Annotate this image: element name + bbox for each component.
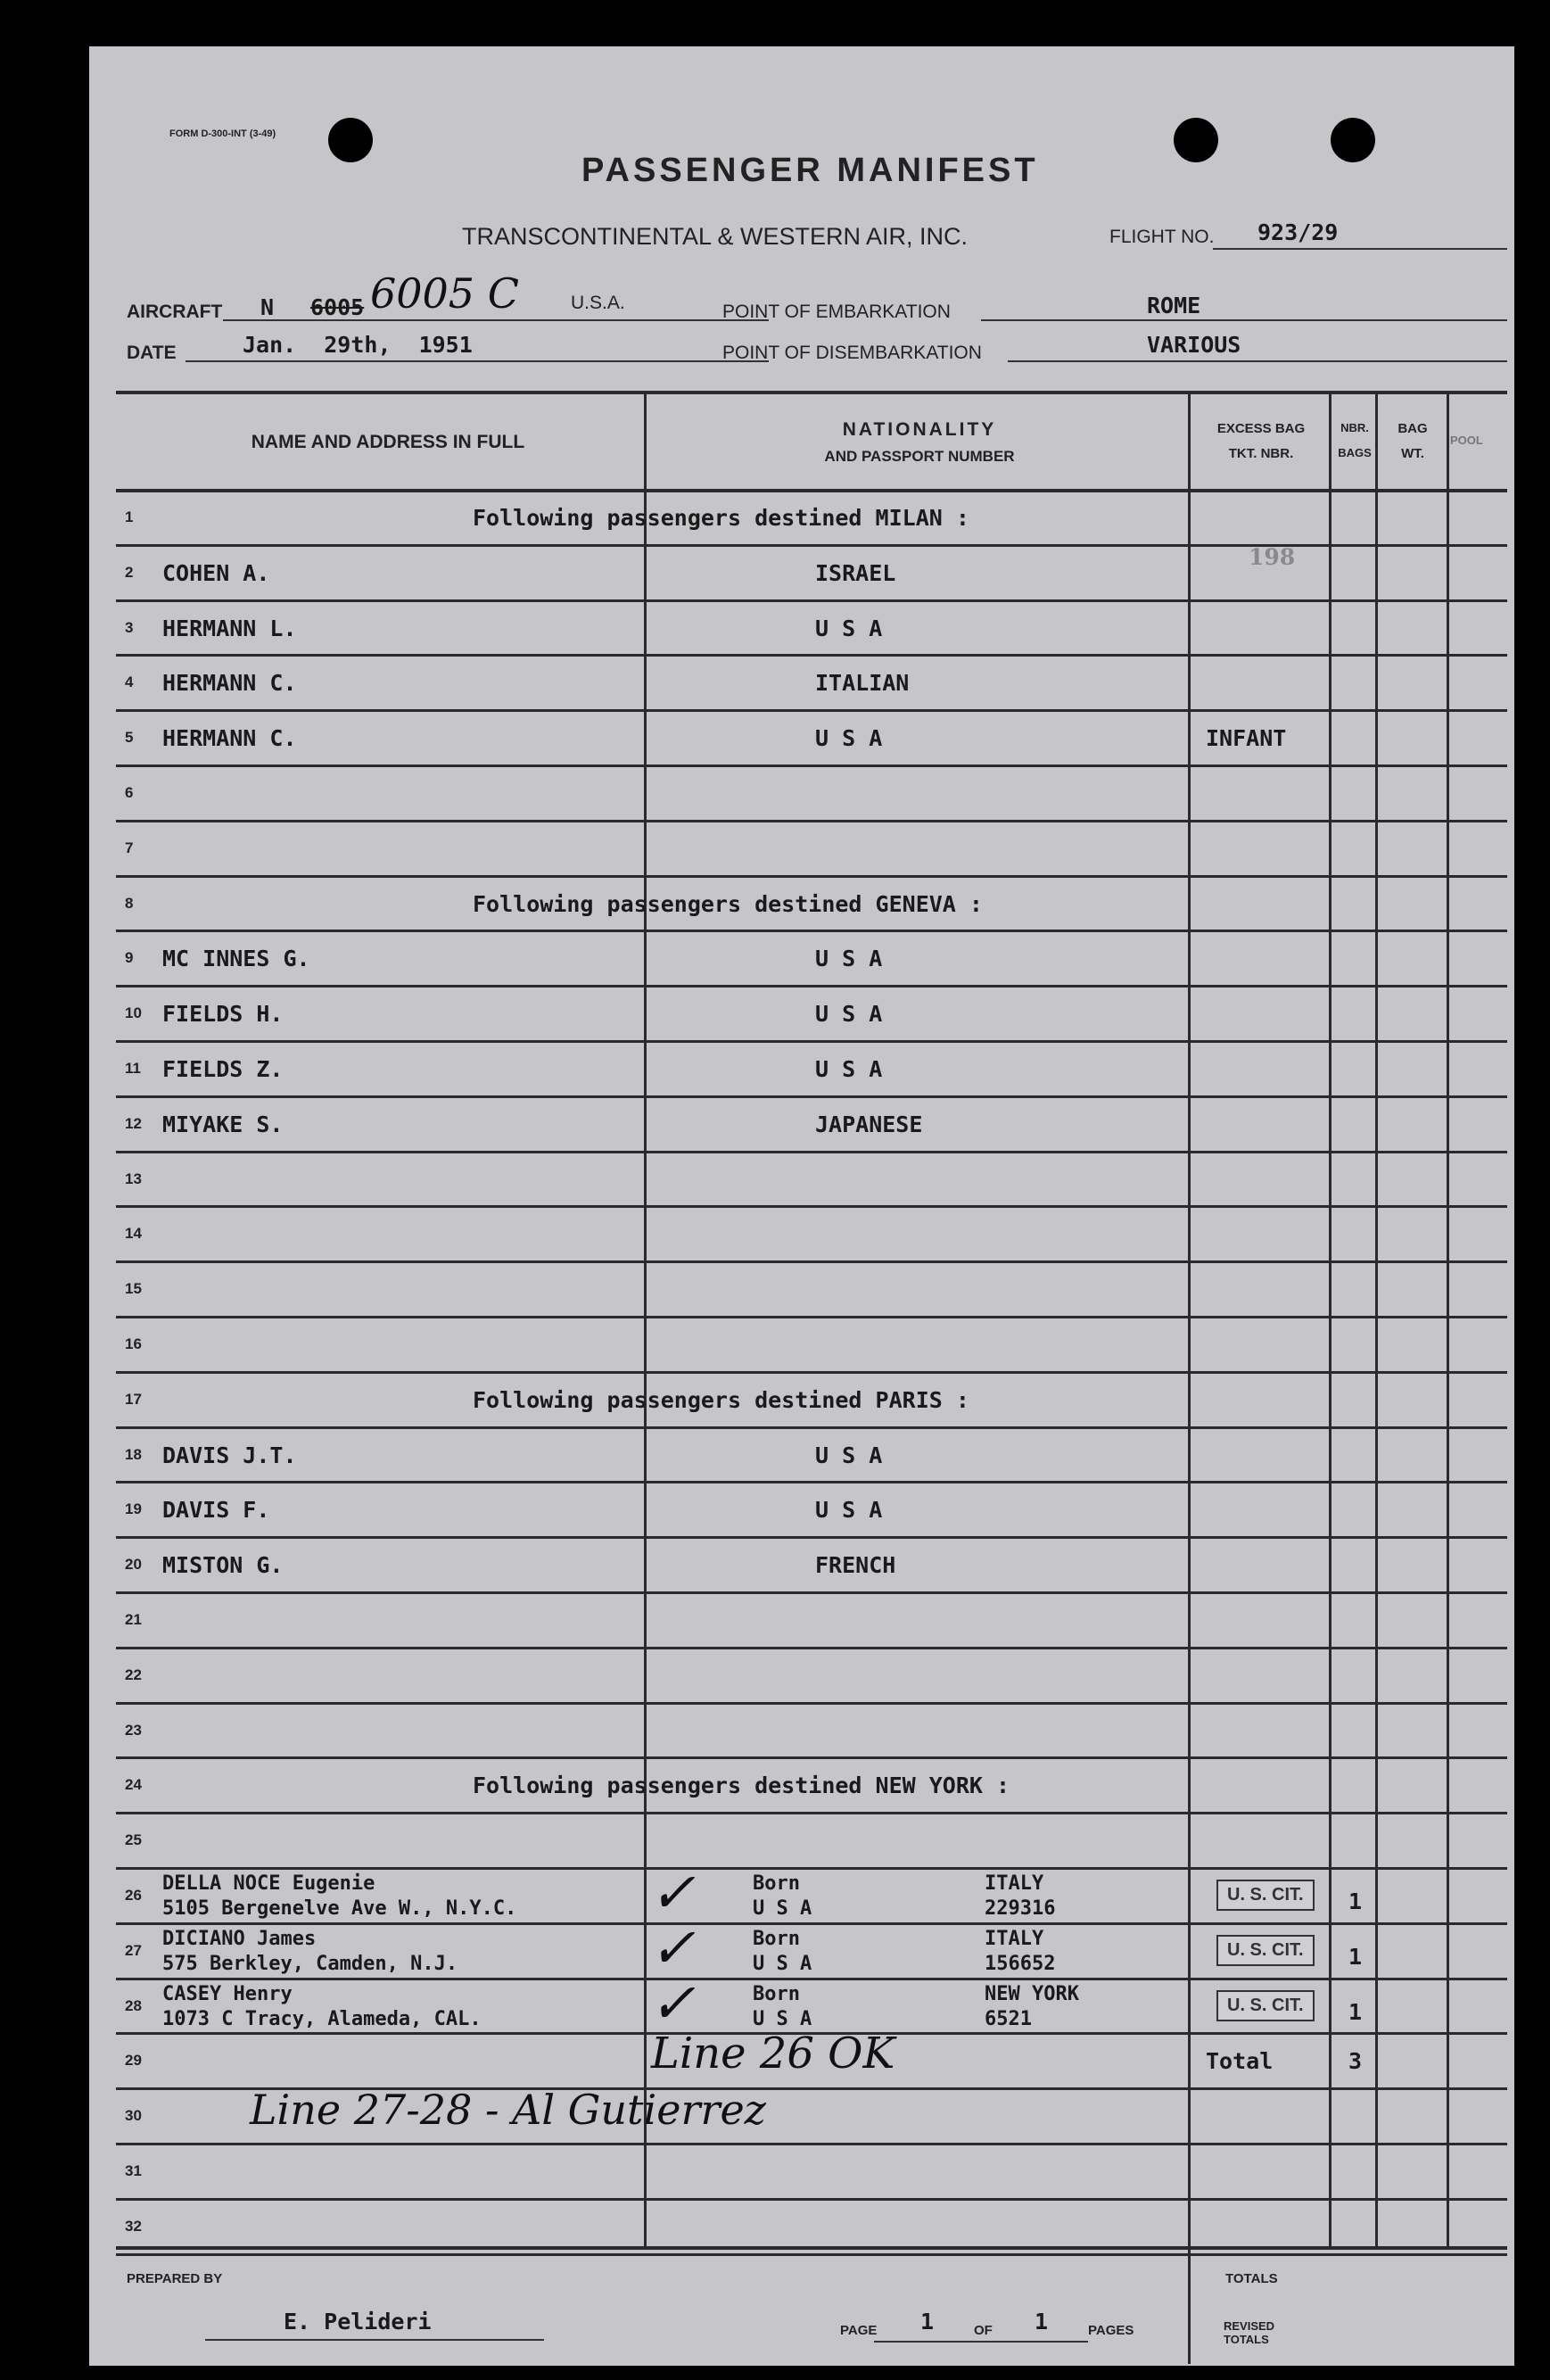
col-passport: AND PASSPORT NUMBER xyxy=(824,448,1015,465)
excess-bag: Total xyxy=(1206,2048,1274,2075)
check-mark-icon: ✓ xyxy=(649,1914,696,1980)
row-number: 31 xyxy=(125,2162,142,2179)
table-row xyxy=(89,1860,1514,1926)
table-row xyxy=(89,657,1514,713)
col-excess-bag: EXCESS BAG xyxy=(1216,421,1306,436)
table-row xyxy=(89,543,1514,603)
row-number: 21 xyxy=(125,1611,142,1628)
page-number: 1 xyxy=(920,2309,935,2335)
born-label: Born xyxy=(753,1927,800,1950)
check-mark-icon: ✓ xyxy=(649,1970,696,2036)
passenger-name: DAVIS J.T. xyxy=(162,1442,297,1468)
row-number: 30 xyxy=(125,2107,142,2125)
page-underline xyxy=(874,2341,1088,2343)
bag-count: 3 xyxy=(1348,2048,1363,2075)
punch-hole xyxy=(1174,118,1218,162)
excess-bag: 198 xyxy=(1249,543,1296,570)
passenger-name: FIELDS Z. xyxy=(162,1056,284,1082)
date-underline xyxy=(186,360,769,362)
page-title: PASSENGER MANIFEST xyxy=(581,152,1039,189)
row-number: 10 xyxy=(125,1004,142,1022)
nationality: ITALIAN xyxy=(815,670,910,697)
table-top-border xyxy=(116,391,1507,394)
flight-label: FLIGHT NO. xyxy=(1109,227,1215,247)
embark-value: ROME xyxy=(1147,293,1201,318)
nationality: ISRAEL xyxy=(815,559,896,586)
prepared-by-value: E. Pelideri xyxy=(284,2309,432,2335)
row-number: 2 xyxy=(125,563,134,581)
table-row xyxy=(89,933,1514,988)
passenger-name: DAVIS F. xyxy=(162,1497,270,1524)
nationality: U S A xyxy=(815,1442,883,1468)
row-number: 23 xyxy=(125,1721,142,1739)
passenger-name: DELLA NOCE Eugenie xyxy=(162,1872,375,1895)
nationality: FRENCH xyxy=(815,1552,896,1579)
footer-border xyxy=(116,2246,1507,2250)
row-number: 17 xyxy=(125,1390,142,1408)
nationality: U S A xyxy=(815,615,883,641)
col-nbr: NBR. xyxy=(1340,421,1369,434)
row-number: 13 xyxy=(125,1169,142,1187)
table-row xyxy=(89,988,1514,1044)
passenger-name: FIELDS H. xyxy=(162,1001,284,1028)
destination-note: Following passengers destined MILAN : xyxy=(473,505,969,531)
row-number: 11 xyxy=(125,1060,141,1077)
flight-number: 923/29 xyxy=(1257,219,1339,245)
punch-hole xyxy=(328,118,373,162)
table-row xyxy=(89,603,1514,658)
col-wt: WT. xyxy=(1401,446,1424,461)
born-country: U S A xyxy=(753,1897,812,1920)
flight-underline xyxy=(1213,248,1507,250)
excess-bag: INFANT xyxy=(1206,725,1287,752)
col-name: NAME AND ADDRESS IN FULL xyxy=(251,432,525,452)
punch-hole xyxy=(1331,118,1375,162)
disembark-underline xyxy=(1008,360,1507,362)
passenger-name: HERMANN C. xyxy=(162,670,297,697)
col-tkt-nbr: TKT. NBR. xyxy=(1228,446,1294,461)
revised-label: REVISED TOTALS xyxy=(1224,2319,1275,2346)
table-row xyxy=(89,1375,1514,1430)
table-row xyxy=(89,823,1514,879)
table-row xyxy=(89,1319,1514,1375)
col-bags: BAGS xyxy=(1338,446,1372,459)
disembark-value: VARIOUS xyxy=(1147,332,1241,358)
col-pool: POOL xyxy=(1450,434,1483,447)
date-label: DATE xyxy=(127,343,177,363)
pages-total: 1 xyxy=(1035,2309,1049,2335)
totals-label: TOTALS xyxy=(1225,2271,1278,2286)
aircraft-suffix: U.S.A. xyxy=(571,293,625,313)
table-row xyxy=(89,1099,1514,1154)
passenger-name: HERMANN C. xyxy=(162,725,297,752)
born-country: U S A xyxy=(753,2007,812,2030)
born-label: Born xyxy=(753,1872,800,1895)
nationality: JAPANESE xyxy=(815,1111,923,1137)
nationality: U S A xyxy=(815,1056,883,1082)
passenger-address: 575 Berkley, Camden, N.J. xyxy=(162,1952,458,1975)
handwritten-row29: Line 26 OK xyxy=(651,2029,895,2078)
row-number: 19 xyxy=(125,1500,142,1518)
prepared-underline xyxy=(205,2339,544,2341)
manifest-sheet xyxy=(89,46,1514,2366)
table-row xyxy=(89,1914,1514,1981)
born-country: U S A xyxy=(753,1952,812,1975)
row-number: 16 xyxy=(125,1335,142,1352)
row-number: 25 xyxy=(125,1831,142,1849)
bag-count: 1 xyxy=(1348,1943,1363,1970)
us-citizen-stamp: U. S. CIT. xyxy=(1216,1935,1315,1966)
table-row xyxy=(89,1540,1514,1595)
of-label: OF xyxy=(974,2323,993,2338)
embark-label: POINT OF EMBARKATION xyxy=(722,302,951,322)
table-row xyxy=(89,1815,1514,1871)
form-number: FORM D-300-INT (3-49) xyxy=(169,128,276,139)
passenger-address: 1073 C Tracy, Alameda, CAL. xyxy=(162,2007,482,2030)
table-row xyxy=(89,492,1514,548)
col-bag: BAG xyxy=(1397,421,1428,436)
nationality: ITALY xyxy=(985,1872,1044,1895)
row-number: 4 xyxy=(125,674,134,691)
table-row xyxy=(89,2146,1514,2202)
bag-count: 1 xyxy=(1348,1998,1363,2025)
nationality: U S A xyxy=(815,946,883,972)
embark-underline xyxy=(981,319,1507,321)
nationality: U S A xyxy=(815,1001,883,1028)
pages-label: PAGES xyxy=(1088,2323,1134,2338)
us-citizen-stamp: U. S. CIT. xyxy=(1216,1990,1315,2021)
passport-number: 156652 xyxy=(985,1952,1056,1975)
row-number: 15 xyxy=(125,1280,142,1298)
row-number: 29 xyxy=(125,2052,142,2070)
passenger-name: DICIANO James xyxy=(162,1927,317,1950)
page-label: PAGE xyxy=(840,2323,878,2338)
row-number: 1 xyxy=(125,508,134,525)
row-number: 20 xyxy=(125,1556,142,1574)
passenger-name: COHEN A. xyxy=(162,559,270,586)
row-number: 32 xyxy=(125,2217,142,2235)
aircraft-underline xyxy=(223,319,769,321)
passenger-name: MIYAKE S. xyxy=(162,1111,284,1137)
table-row xyxy=(89,1264,1514,1319)
table-row xyxy=(89,1760,1514,1815)
row-number: 18 xyxy=(125,1445,142,1463)
row-number: 22 xyxy=(125,1665,142,1683)
bag-count: 1 xyxy=(1348,1888,1363,1914)
us-citizen-stamp: U. S. CIT. xyxy=(1216,1880,1315,1911)
row-number: 26 xyxy=(125,1887,142,1904)
row-number: 5 xyxy=(125,729,134,747)
passenger-name: MC INNES G. xyxy=(162,946,310,972)
row-number: 24 xyxy=(125,1776,142,1794)
destination-note: Following passengers destined NEW YORK : xyxy=(473,1773,1010,1799)
nationality: U S A xyxy=(815,725,883,752)
passenger-name: HERMANN L. xyxy=(162,615,297,641)
aircraft-handwritten: 6005 C xyxy=(370,269,519,318)
table-row xyxy=(89,1706,1514,1761)
table-row xyxy=(89,1044,1514,1099)
passport-number: 229316 xyxy=(985,1897,1056,1920)
table-row xyxy=(89,1650,1514,1706)
date-value: Jan. 29th, 1951 xyxy=(243,332,473,358)
check-mark-icon: ✓ xyxy=(649,1860,696,1925)
table-row xyxy=(89,768,1514,823)
born-label: Born xyxy=(753,1982,800,2005)
row-number: 9 xyxy=(125,949,134,967)
row-number: 27 xyxy=(125,1941,142,1959)
airline-name: TRANSCONTINENTAL & WESTERN AIR, INC. xyxy=(462,223,969,250)
row-number: 28 xyxy=(125,1996,142,2014)
nationality: U S A xyxy=(815,1497,883,1524)
table-row xyxy=(89,1484,1514,1540)
col-nationality: NATIONALITY xyxy=(842,419,997,440)
nationality: ITALY xyxy=(985,1927,1044,1950)
nationality: NEW YORK xyxy=(985,1982,1079,2005)
row-number: 3 xyxy=(125,618,134,636)
table-row xyxy=(89,879,1514,934)
table-row xyxy=(89,713,1514,768)
passport-number: 6521 xyxy=(985,2007,1032,2030)
prepared-by-label: PREPARED BY xyxy=(127,2271,223,2286)
disembark-label: POINT OF DISEMBARKATION xyxy=(722,343,982,363)
row-number: 14 xyxy=(125,1225,142,1243)
destination-note: Following passengers destined GENEVA : xyxy=(473,890,983,917)
passenger-name: CASEY Henry xyxy=(162,1982,293,2005)
destination-note: Following passengers destined PARIS : xyxy=(473,1386,969,1413)
table-row xyxy=(89,1209,1514,1264)
row-number: 6 xyxy=(125,784,134,801)
aircraft-label: AIRCRAFT xyxy=(127,302,223,322)
passenger-address: 5105 Bergenelve Ave W., N.Y.C. xyxy=(162,1897,517,1920)
table-row xyxy=(89,1154,1514,1210)
table-row xyxy=(89,1430,1514,1485)
handwritten-row30: Line 27-28 - Al Gutierrez xyxy=(250,2086,766,2134)
table-row xyxy=(89,1595,1514,1650)
row-number: 12 xyxy=(125,1114,142,1132)
aircraft-struck: 6005 xyxy=(310,294,365,320)
row-number: 7 xyxy=(125,839,134,856)
passenger-name: MISTON G. xyxy=(162,1552,284,1579)
row-number: 8 xyxy=(125,894,134,912)
aircraft-prefix: N xyxy=(260,294,275,320)
